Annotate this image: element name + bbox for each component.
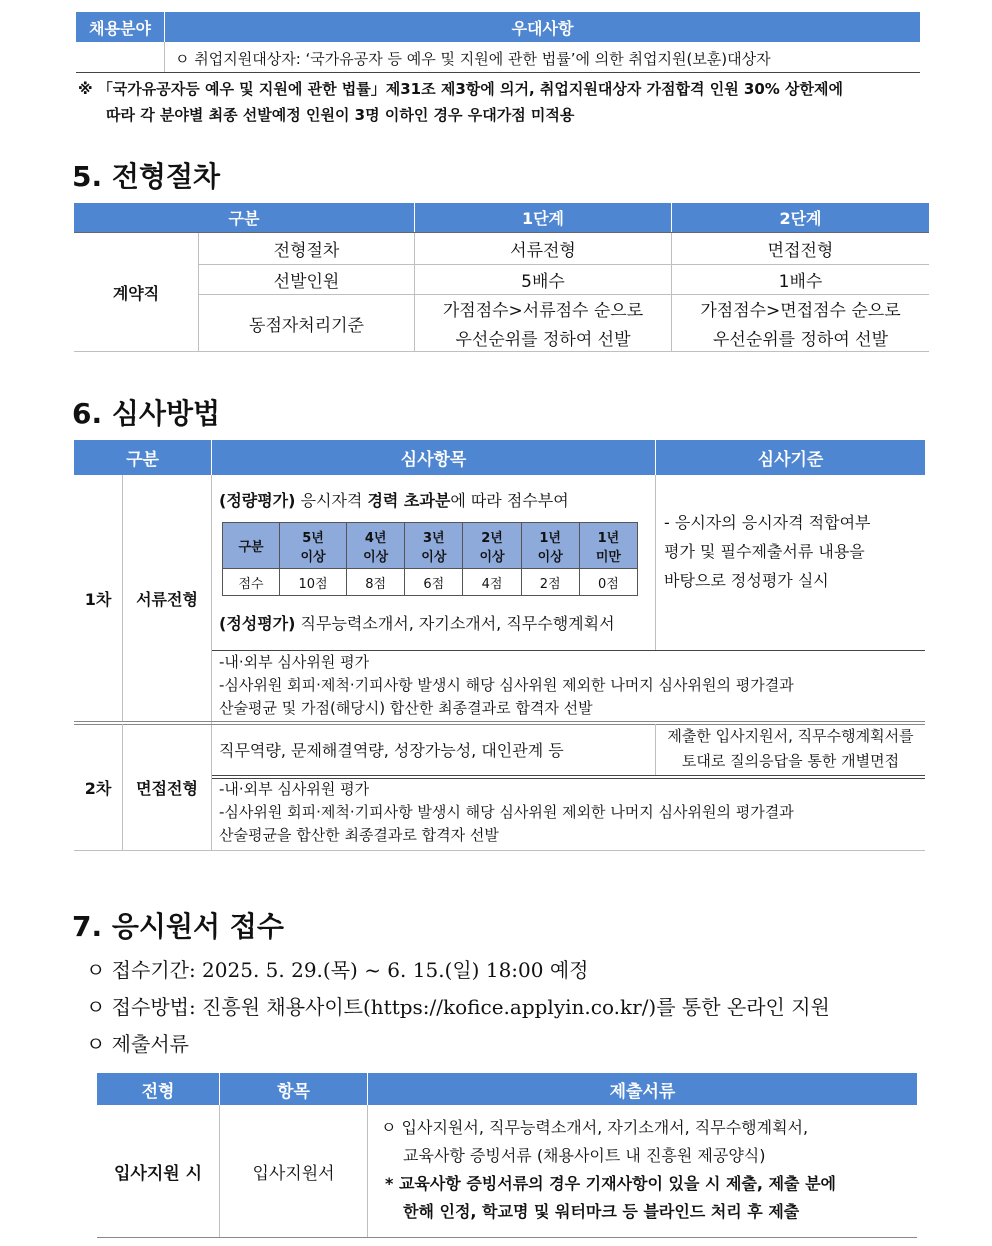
round1-number: 1차 xyxy=(84,589,112,609)
application-method: ㅇ 접수방법: 진흥원 채용사이트(https://kofice.applyin.co.kr/)를 통한 온라인 지원 xyxy=(86,995,830,1019)
submission-docs-label: ㅇ 제출서류 xyxy=(86,1032,189,1056)
career-col-label: 구분 xyxy=(223,523,280,569)
procedure-row-value: 1배수 xyxy=(778,272,823,292)
application-period: ㅇ 접수기간: 2025. 5. 29.(목) ~ 6. 15.(일) 18:00 예정 xyxy=(86,958,589,982)
section-5-title: 5. 전형절차 xyxy=(72,160,221,193)
docs-row-type: 입사지원 시 xyxy=(113,1163,203,1184)
round2-name: 면접전형 xyxy=(136,778,198,798)
procedure-tie-stage2-line2: 우선순위를 정하여 선발 xyxy=(712,330,889,350)
pref-note-line1: ※ 「국가유공자등 예우 및 지원에 관한 법률」제31조 제3항에 의거, 취업지원대상자 가점합격 인원 30% 상한제에 xyxy=(78,80,843,98)
procedure-row-label: 선발인원 xyxy=(273,272,340,292)
docs-col-type: 전형 xyxy=(97,1073,219,1105)
pref-col-benefit: 우대사항 xyxy=(165,12,920,42)
career-score: 8점 xyxy=(347,569,405,596)
round2-notes: -내·외부 심사위원 평가 -심사위원 회피·제척·기피사항 발생시 해당 심사위원 제외한 나머지 심사위원의 평가결과 산술평균을 합산한 최종결과로 합격자 선발 xyxy=(219,780,794,844)
docs-col-item: 항목 xyxy=(220,1073,367,1105)
evaluation-col-div: 구분 xyxy=(74,440,211,475)
career-col-1y: 1년 이상 xyxy=(521,523,579,569)
career-score-table xyxy=(222,522,638,596)
qual-eval-text: (정성평가) 직무능력소개서, 자기소개서, 직무수행계획서 xyxy=(219,614,615,633)
docs-row-item: 입사지원서 xyxy=(252,1163,335,1184)
career-col-2y: 2년 이상 xyxy=(463,523,521,569)
procedure-col-div: 구분 xyxy=(74,203,414,232)
pref-row-text: ㅇ 취업지원대상자: ‘국가유공자 등 예우 및 지원에 관한 법률’에 의한 취업지원(보훈)대상자 xyxy=(175,49,771,68)
section-7-title: 7. 응시원서 접수 xyxy=(72,910,284,943)
career-col-4y: 4년 이상 xyxy=(347,523,405,569)
career-col-5y: 5년 이상 xyxy=(280,523,347,569)
round1-notes: -내·외부 심사위원 평가 -심사위원 회피·제척·기피사항 발생시 해당 심사위원 제외한 나머지 심사위원의 평가결과 산술평균 및 가점(해당시) 합산한 최종결과로 합격자 선발 xyxy=(219,653,794,717)
round1-name: 서류전형 xyxy=(136,589,198,609)
procedure-tie-stage2-line1: 가점점수>면접점수 순으로 xyxy=(700,301,901,321)
procedure-col-stage1: 1단계 xyxy=(415,203,671,232)
quant-eval-text: (정량평가) 응시자격 경력 초과분에 따라 점수부여 xyxy=(219,491,569,510)
pref-col-field: 채용분야 xyxy=(76,12,164,42)
procedure-tie-stage1-line2: 우선순위를 정하여 선발 xyxy=(455,330,631,350)
procedure-group-contract: 계약직 xyxy=(112,283,160,303)
career-score: 4점 xyxy=(463,569,521,596)
round1-criteria: - 응시자의 응시자격 적합여부 평가 및 필수제출서류 내용을 바탕으로 정성평가 실시 xyxy=(664,513,871,590)
docs-row-list: ㅇ 입사지원서, 직무능력소개서, 자기소개서, 직무수행계획서, 교육사항 증빙서류 (채용사이트 내 진흥원 제공양식) * 교육사항 증빙서류의 경우 기재사항이 있을 시 제출, 제출 분에 한해 인정, 학교명 및 워터마크 등 블라인드 처리 후 제출 xyxy=(381,1118,836,1221)
procedure-col-stage2: 2단계 xyxy=(672,203,929,232)
round2-items: 직무역량, 문제해결역량, 성장가능성, 대인관계 등 xyxy=(219,741,564,760)
section-6-title: 6. 심사방법 xyxy=(72,397,221,430)
pref-note-line2: 따라 각 분야별 최종 선발예정 인원이 3명 이하인 경우 우대가점 미적용 xyxy=(106,106,575,124)
career-row-label: 점수 xyxy=(223,569,280,596)
evaluation-col-items: 심사항목 xyxy=(212,440,655,475)
procedure-row-value: 면접전형 xyxy=(767,241,834,261)
procedure-row-value: 5배수 xyxy=(521,272,565,292)
career-col-under1y: 1년 미만 xyxy=(579,523,637,569)
career-score: 6점 xyxy=(405,569,463,596)
procedure-row-label: 동점자처리기준 xyxy=(249,315,364,336)
evaluation-col-criteria: 심사기준 xyxy=(656,440,925,475)
round2-number: 2차 xyxy=(84,778,112,798)
docs-col-docs: 제출서류 xyxy=(368,1073,917,1105)
round2-criteria: 제출한 입사지원서, 직무수행계획서를 토대로 질의응답을 통한 개별면접 xyxy=(667,727,914,770)
procedure-row-value: 서류전형 xyxy=(510,241,576,261)
career-score: 0점 xyxy=(579,569,637,596)
procedure-tie-stage1-line1: 가점점수>서류점수 순으로 xyxy=(442,301,644,321)
career-score: 10점 xyxy=(280,569,347,596)
career-col-3y: 3년 이상 xyxy=(405,523,463,569)
career-score: 2점 xyxy=(521,569,579,596)
procedure-row-label: 전형절차 xyxy=(273,241,340,261)
